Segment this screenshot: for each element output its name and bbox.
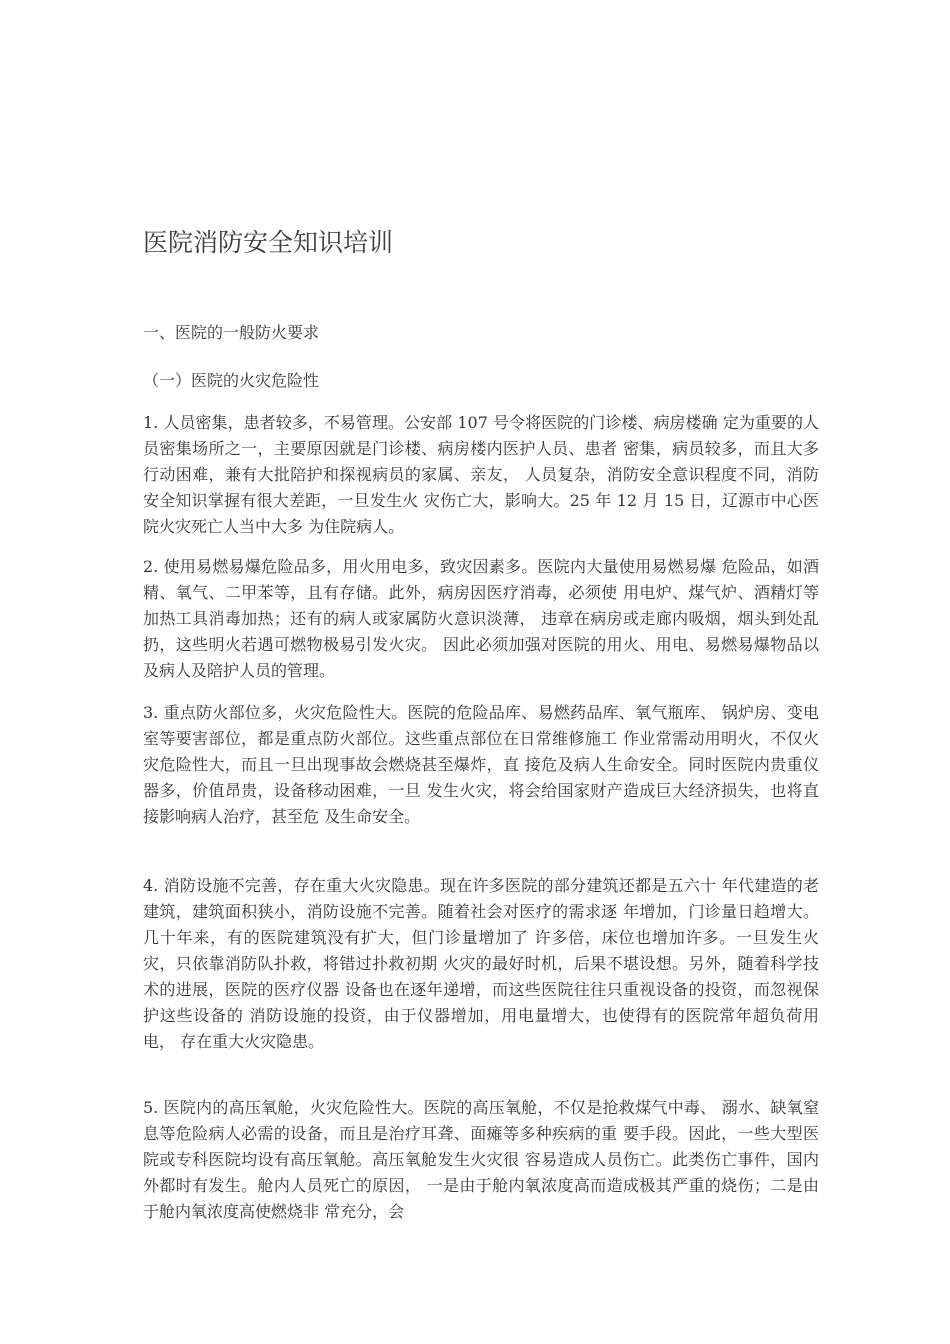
- paragraph-3: 3. 重点防火部位多，火灾危险性大。医院的危险品库、易燃药品库、氧气瓶库、 锅炉房、变电室等要害部位，都是重点防火部位。这些重点部位在日常维修施工 作业常需动用明火，不仅火灾危险性大，而且一旦出现事故会燃烧甚至爆炸，直 接危及病人生命安全。同时医院内贵重仪器多，价值昂贵，设备移动困难，一旦 发生火灾，将会给国家财产造成巨大经济损失，也将直接影响病人治疗，甚至危 及生命安全。: [143, 703, 819, 826]
- paragraph-4: 4. 消防设施不完善，存在重大火灾隐患。现在许多医院的部分建筑还都是五六十 年代建造的老建筑，建筑面积狭小，消防设施不完善。随着社会对医疗的需求逐 年增加，门诊量日趋增大。几十年来，有的医院建筑没有扩大，但门诊量增加了 许多倍，床位也增加许多。一旦发生火灾，只依靠消防队扑救，将错过扑救初期 火灾的最好时机，后果不堪设想。另外，随着科学技术的进展，医院的医疗仪器 设备也在逐年递增，而这些医院往往只重视设备的投资，而忽视保护这些设备的 消防设施的投资，由于仪器增加，用电量增大，也使得有的医院常年超负荷用电， 存在重大火灾隐患。: [143, 876, 819, 1051]
- section-heading: 一、医院的一般防火要求: [143, 323, 320, 342]
- paragraph-1: 1. 人员密集，患者较多，不易管理。公安部 107 号令将医院的门诊楼、病房楼确 定为重要的人员密集场所之一，主要原因就是门诊楼、病房楼内医护人员、患者 密集，病员较多，而且大多行动困难，兼有大批陪护和探视病员的家属、亲友， 人员复杂，消防安全意识程度不同，消防安全知识掌握有很大差距，一旦发生火 灾伤亡大，影响大。25 年 12 月 15 日，辽源市中心医院火灾死亡人当中大多 为住院病人。: [143, 413, 819, 536]
- subsection-heading: （一）医院的火灾危险性: [143, 371, 320, 390]
- document-title: 医院消防安全知识培训: [143, 228, 394, 257]
- paragraph-5: 5. 医院内的高压氧舱，火灾危险性大。医院的高压氧舱，不仅是抢救煤气中毒、 溺水、缺氧窒息等危险病人必需的设备，而且是治疗耳聋、面瘫等多种疾病的重 要手段。因此，一些大型医院或专科医院均设有高压氧舱。高压氧舱发生火灾很 容易造成人员伤亡。此类伤亡事件，国内外都时有发生。舱内人员死亡的原因， 一是由于舱内氧浓度高而造成极其严重的烧伤；二是由于舱内氧浓度高使燃烧非 常充分，会: [143, 1098, 819, 1221]
- paragraph-2: 2. 使用易燃易爆危险品多，用火用电多，致灾因素多。医院内大量使用易燃易爆 危险品，如酒精、氧气、二甲苯等，且有存储。此外，病房因医疗消毒，必须使 用电炉、煤气炉、酒精灯等加热工具消毒加热；还有的病人或家属防火意识淡薄， 违章在病房或走廊内吸烟，烟头到处乱扔，这些明火若遇可燃物极易引发火灾。 因此必须加强对医院的用火、用电、易燃易爆物品以及病人及陪护人员的管理。: [143, 557, 819, 680]
